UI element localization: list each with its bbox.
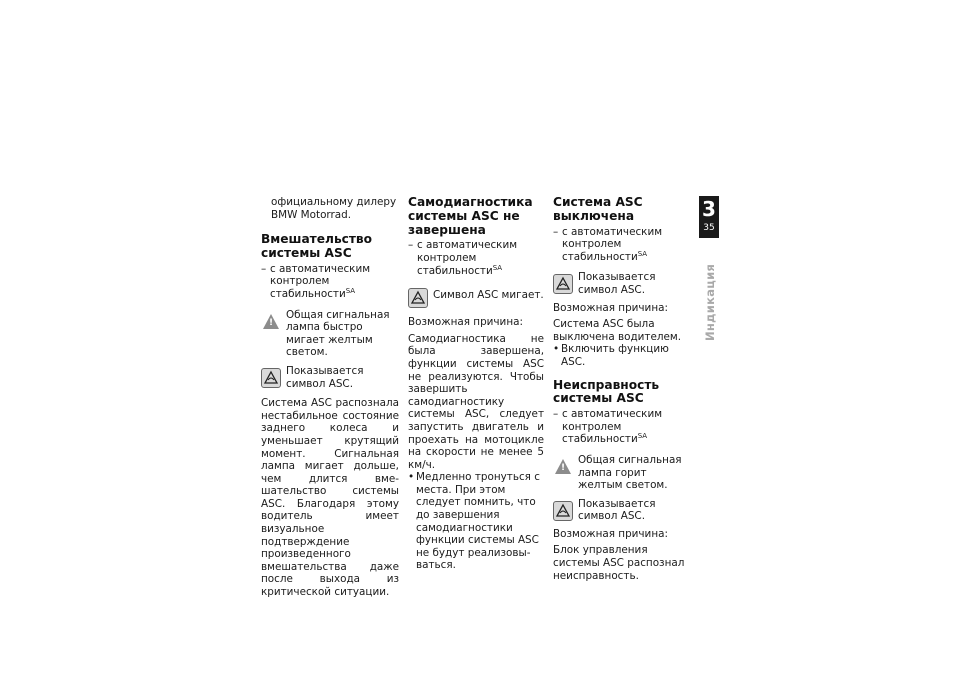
chapter-tab — [699, 196, 719, 238]
asc-symbol-icon — [553, 274, 573, 294]
heading-asc-off: Система ASC выключена — [553, 195, 643, 223]
heading-selfdiag: Самодиагностика системы ASC не завершена — [408, 195, 533, 237]
dash-text: с автоматическим контролем стабильности — [562, 408, 663, 446]
asc-text: Показывается символ ASC. — [286, 364, 364, 390]
asc-text: Показывается символ ASC. — [578, 497, 656, 523]
column-2 — [408, 196, 544, 572]
asc-symbol-icon — [261, 368, 281, 388]
column-3 — [553, 196, 689, 582]
asc-symbol-icon — [408, 288, 428, 308]
side-title-text: Индикация — [703, 263, 717, 341]
intro-text: официальному дилеру BMW Motorrad. — [271, 196, 397, 221]
asc-text: Показывается символ ASC. — [578, 271, 656, 296]
asc-row — [261, 365, 399, 390]
warning-triangle-icon — [261, 312, 281, 332]
dash-item: – с автоматическим контролем стабильности$^{SA}$ — [553, 408, 663, 446]
dash-text: с автоматическим контролем стабильности — [270, 262, 371, 300]
sa-mark: SA — [637, 432, 648, 441]
asc-symbol-icon — [553, 501, 573, 521]
dash-item: – с автоматическим контролем стабильности$^{SA}$ — [261, 262, 371, 300]
heading-asc-fault: Неисправность системы ASC — [553, 377, 660, 406]
warning-row — [261, 309, 399, 359]
cause-label: Возможная причина: — [553, 301, 668, 314]
dash-item: – с автоматическим контролем стабильности$^{SA}$ — [408, 239, 518, 277]
cause-label: Возможная причина: — [408, 316, 523, 329]
cause-text: Блок управления системы ASC распознал неисправность. — [553, 544, 685, 582]
warning-row — [553, 454, 689, 492]
dash-item: – с автоматическим контролем стабильности$^{SA}$ — [553, 225, 663, 263]
body-text: Система ASC распознала нестабильное состояние заднего колеса и уменьшает крутящий момент. Сигнальная лампа мигает дольше, чем длится вмешательство системы ASC. Благодаря этому водитель имеет визуальное подтверждение произведенного вмешательства даже после выхода из критической ситуации. — [261, 397, 399, 599]
bullet-text: Включить функцию ASC. — [561, 343, 669, 368]
warning-triangle-icon — [553, 457, 573, 477]
asc-text: Символ ASC мигает. — [433, 289, 544, 302]
body-text: Самодиагностика не была завершена, функции системы ASC не реализуются. Чтобы завершить самодиагностику системы ASC, следует запустить двигатель и проехать на мотоцикле на скорости не менее 5 км/ч. — [408, 332, 544, 471]
asc-row — [553, 498, 689, 523]
cause-label: Возможная причина: — [553, 527, 668, 540]
sa-mark: SA — [345, 286, 356, 295]
warning-text: Общая сигнальная лампа быстро мигает желтым светом. — [286, 308, 390, 359]
bullet-item: • Медленно тронуться с места. При этом следует помнить, что до завершения самодиагностики функции системы ASC не будут реализовываться. — [408, 471, 544, 572]
cause-text: Система ASC была выключена водителем. — [553, 318, 682, 343]
warning-text: Общая сигнальная лампа горит желтым светом. — [578, 453, 682, 492]
asc-row — [553, 271, 689, 296]
asc-row — [408, 285, 544, 308]
column-1 — [261, 196, 399, 599]
page-number: 35 — [703, 223, 715, 233]
chapter-number: 3 — [702, 197, 716, 221]
sa-mark: SA — [492, 263, 503, 272]
heading-asc-intervention: Вмешательство системы ASC — [261, 232, 373, 260]
sa-mark: SA — [637, 249, 648, 258]
dash-text: с автоматическим контролем стабильности — [562, 225, 663, 263]
dash-text: с автоматическим контролем стабильности — [417, 239, 518, 277]
bullet-item: • Включить функцию ASC. — [553, 343, 689, 368]
bullet-text: Медленно тронуться с места. При этом следует помнить, что до завершения самодиагностики функции системы ASC не будут реализовываться. — [416, 471, 540, 572]
